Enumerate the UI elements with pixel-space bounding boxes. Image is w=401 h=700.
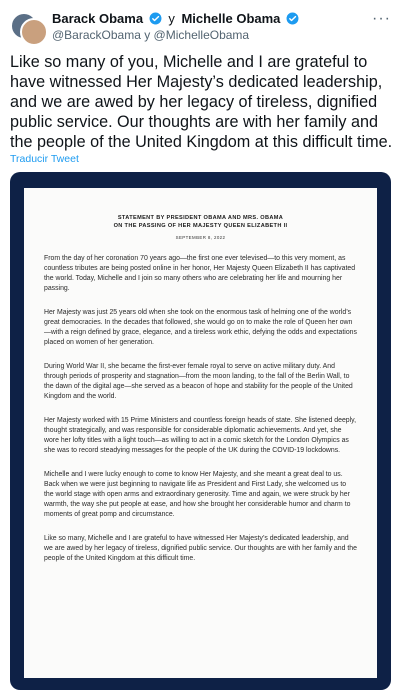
author-name-michelle[interactable]: Michelle Obama xyxy=(181,11,281,26)
statement-document xyxy=(24,188,377,678)
tweet-header xyxy=(10,8,391,48)
author-connector: y xyxy=(168,11,175,26)
statement-title-line1: STATEMENT BY PRESIDENT OBAMA AND MRS. OBAMA xyxy=(117,215,284,221)
tweet-image[interactable] xyxy=(10,172,391,690)
statement-title xyxy=(24,214,377,230)
more-options-icon[interactable]: ··· xyxy=(372,10,391,27)
avatar[interactable] xyxy=(20,18,48,46)
translate-tweet-link[interactable]: Traducir Tweet xyxy=(10,153,79,165)
avatar-group[interactable] xyxy=(10,12,46,44)
statement-paragraph: During World War II, she became the first-ever female royal to serve on active military duty. And through periods of prosperity and stagnation—from the moon landing, to the fall of the Berlin Wall, to the dawn of the digital age—she served as a beacon of hope and stability for the people of the United Kingdom and the world. xyxy=(44,363,353,400)
verified-badge-icon xyxy=(149,12,162,25)
statement-paragraph: From the day of her coronation 70 years ago—the first one ever televised—to this very moment, as countless tributes are being posted online in her honor, Her Majesty Queen Elizabeth II has captivated the world. Today, Michelle and I join so many others who are celebrating her life and mourning her passing. xyxy=(44,255,356,292)
statement-paragraph: Her Majesty worked with 15 Prime Ministers and countless foreign heads of state. She listened deeply, thought strategically, and was responsible for considerable diplomatic achievements. And yet, she wore her lofty titles with a light touch—as willing to act in a comic sketch for the London Olympics as she was to record steadying messages for the people of the UK during the COVID-19 lockdowns. xyxy=(44,417,357,454)
author-names xyxy=(52,11,299,27)
statement-date: SEPTEMBER 8, 2022 xyxy=(175,235,226,240)
verified-badge-icon xyxy=(286,12,299,25)
statement-paragraph: Like so many, Michelle and I are grateful to have witnessed Her Majesty’s dedicated leadership, and we are awed by her legacy of tireless, dignified public service. Our thoughts are with her family and the people of the United Kingdom at this difficult time. xyxy=(44,535,357,562)
statement-paragraph: Her Majesty was just 25 years old when she took on the enormous task of helming one of the world’s great democracies. In the decades that followed, she would go on to make the role of Queen her own—with a reign defined by grace, elegance, and a tireless work ethic, defying the odds and expectations placed on women of her generation. xyxy=(44,309,357,346)
statement-body xyxy=(24,240,377,564)
statement-title-line2: ON THE PASSING OF HER MAJESTY QUEEN ELIZABETH II xyxy=(113,223,288,229)
statement-paragraph: Michelle and I were lucky enough to come to know Her Majesty, and she meant a great deal to us. Back when we were just beginning to navigate life as President and First Lady, she welcomed us to the world stage with open arms and extraordinary generosity. Time and again, we were struck by her warmth, the way she put people at ease, and how she brought her considerable humor and charm to moments of great pomp and circumstance. xyxy=(44,471,351,518)
author-name-barack[interactable]: Barack Obama xyxy=(52,11,144,26)
author-handles[interactable]: @BarackObama y @MichelleObama xyxy=(52,28,250,42)
tweet-text: Like so many of you, Michelle and I are grateful to have witnessed Her Majesty’s dedicated leadership, and we are awed by her legacy of tireless, dignified public service. Our thoughts are with her family and the people of the United Kingdom at this difficult time. xyxy=(10,53,393,151)
